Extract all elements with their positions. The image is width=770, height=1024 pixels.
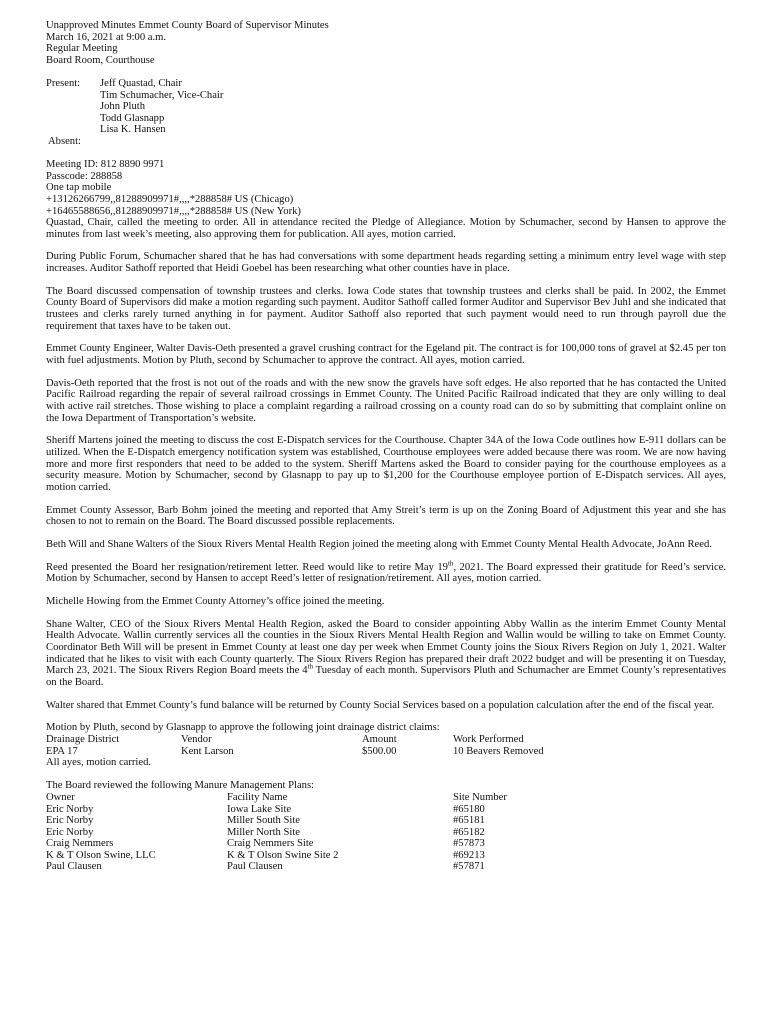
plans-header-cell: Owner [46, 791, 75, 803]
plans-cell: Eric Norby [46, 803, 94, 815]
member-name: Lisa K. Hansen [100, 124, 166, 136]
manure-plans-table [46, 792, 726, 873]
meeting-id: Meeting ID: 812 8890 9971 [46, 159, 165, 171]
ordinal-suffix: th [447, 559, 454, 568]
paragraph-call-to-order: Quastad, Chair, called the meeting to order. All in attendance recited the Pledge of Allegiance. Motion by Schumacher, second by Hansen to approve the minutes from last week’s meeting, also approving them for publication. All ayes, motion carried. [46, 217, 726, 240]
plans-cell: #69213 [453, 849, 485, 861]
plans-cell: Eric Norby [46, 815, 94, 827]
member-name: Tim Schumacher, Vice-Chair [100, 89, 224, 101]
paragraph-gravel-contract: Emmet County Engineer, Walter Davis-Oeth presented a gravel crushing contract for the Egeland pit. The contract is for 100,000 tons of gravel at $2.45 per ton with fuel adjustments. Motion by Pluth, second by Schumacher to approve the contract. All ayes, motion carried. [46, 343, 726, 366]
meeting-location: Board Room, Courthouse [46, 54, 155, 66]
drainage-claims-section [46, 722, 726, 768]
manure-plans-section [46, 780, 726, 873]
paragraph-attorney-office: Michelle Howing from the Emmet County Attorney’s office joined the meeting. [46, 596, 385, 608]
claims-cell: Kent Larson [181, 745, 234, 757]
document-title: Unapproved Minutes Emmet County Board of Supervisor Minutes [46, 20, 329, 31]
paragraph-reed-retirement [46, 559, 727, 585]
plans-cell: Paul Clausen [227, 861, 283, 873]
dial-in-chicago: +13126266799,,81288909971#,,,,*288858# US (Chicago) [46, 193, 294, 205]
plans-cell: Iowa Lake Site [227, 803, 292, 815]
claims-header-cell: Amount [362, 733, 397, 745]
manure-plans-intro: The Board reviewed the following Manure Management Plans: [46, 780, 315, 792]
document-header [46, 20, 726, 66]
member-name: Jeff Quastad, Chair [100, 77, 182, 89]
text-segment: Reed presented the Board her resignation/retirement letter. Reed would like to retire May 19 [46, 561, 448, 573]
plans-cell: #65180 [453, 803, 485, 815]
ordinal-suffix: th [307, 662, 313, 671]
paragraph-zoning-board: Emmet County Assessor, Barb Bohm joined the meeting and reported that Amy Streit’s term is up on the Zoning Board of Adjustment this year and she has chosen to not to remain on the Board. The Board discussed possible replacements. [46, 504, 726, 528]
member-name: Todd Glasnapp [100, 112, 165, 124]
member-name: John Pluth [100, 101, 146, 113]
meeting-info [46, 159, 726, 217]
text-segment: , 2021. The Board expressed their gratitude for Reed’s service. Motion by Schumacher, second by Hansen to accept Reed’s letter of resignation/retirement. All ayes, motion carried. [46, 561, 727, 585]
plans-cell: Miller North Site [227, 826, 300, 838]
paragraph-township-compensation: The Board discussed compensation of township trustees and clerks. Iowa Code states that township trustees and clerks shall be paid. In 2002, the Emmet County Board of Supervisors did make a motion regarding such payment. Auditor Sathoff called former Auditor and Supervisor Bev Juhl and she indicated that trustees and clerks rarely turned anything in for payment. Auditor Sathoff also reported that such payment would need to run through payroll due the requirement that taxes have to be taken out. [46, 285, 726, 332]
claims-cell: $500.00 [362, 745, 397, 757]
claims-closing: All ayes, motion carried. [46, 757, 152, 769]
absent-label: Absent: [48, 135, 81, 147]
claims-table [46, 734, 726, 757]
plans-cell: K & T Olson Swine Site 2 [227, 849, 339, 861]
claims-cell: EPA 17 [46, 745, 78, 757]
plans-cell: Eric Norby [46, 826, 94, 838]
plans-header-cell: Facility Name [227, 791, 288, 803]
claims-intro: Motion by Pluth, second by Glasnapp to approve the following joint drainage district claims: [46, 722, 440, 734]
meeting-date: March 16, 2021 at 9:00 a.m. [46, 31, 167, 43]
plans-cell: Craig Nemmers [46, 838, 114, 850]
paragraph-interim-advocate [46, 619, 726, 689]
plans-cell: Miller South Site [227, 815, 300, 827]
member-list [100, 78, 223, 136]
plans-header-cell: Site Number [453, 791, 507, 803]
plans-cell: Paul Clausen [46, 861, 102, 873]
claims-header-cell: Drainage District [46, 733, 120, 745]
plans-cell: #65181 [453, 815, 485, 827]
present-label: Present: [46, 77, 81, 89]
claims-cell: 10 Beavers Removed [453, 745, 544, 757]
dial-in-new-york: +16465588656,,81288909971#,,,,*288858# US (New York) [46, 205, 301, 217]
plans-cell: #65182 [453, 826, 485, 838]
paragraph-fund-balance: Walter shared that Emmet County’s fund balance will be returned by County Social Services based on a population calculation after the end of the fiscal year. [46, 699, 715, 711]
text-segment: Tuesday of each month. Supervisors Pluth and Schumacher are Emmet County’s representatives on the Board. [46, 665, 726, 688]
plans-cell: K & T Olson Swine, LLC [46, 849, 156, 861]
claims-header-cell: Vendor [181, 733, 212, 745]
attendance-present [46, 78, 726, 136]
passcode: Passcode: 288858 [46, 170, 123, 182]
meeting-type: Regular Meeting [46, 43, 118, 55]
paragraph-public-forum: During Public Forum, Schumacher shared that he has had conversations with some department heads regarding setting a minimum entry level wage with step increases. Auditor Sathoff reported that Heidi Goebel has been researching what other counties have in place. [46, 251, 726, 275]
paragraph-e-dispatch: Sheriff Martens joined the meeting to discuss the cost E-Dispatch services for the Courthouse. Chapter 34A of the Iowa Code outlines how E-911 dollars can be utilized. When the E-Dispatch emergency notification system was established, Courthouse employees were added because there was room. We are now having more and more first responders that need to be added to the system. Sheriff Martens asked the Board to consider paying for the courthouse employees as a security measure. Motion by Schumacher, second by Glasnapp to pay up to $1,200 for the Courthouse employee portion of E-Dispatch services. All ayes, motion carried. [46, 435, 726, 493]
minutes-document [46, 20, 726, 873]
claims-header-cell: Work Performed [453, 733, 524, 745]
one-tap-label: One tap mobile [46, 182, 112, 194]
text-segment: Shane Walter, CEO of the Sioux Rivers Mental Health Region, asked the Board to consider appointing Abby Wallin as the interim Emmet County Mental Health Advocate. Wallin currently services all the counties in the Sioux Rivers Mental Health Region and Wallin would be willing to take on Emmet County. Coordinator Beth Will will be present in Emmet County at least one day per week when Emmet County joins the Sioux Rivers Region on July 1, 2021. Walter indicated that he likes to visit with each County quarterly. The Sioux Rivers Region has prepared their draft 2022 budget and will be presenting it on Tuesday, March 23, 2021. The Sioux Rivers Region Board meets the 4 [46, 618, 726, 677]
paragraph-roads-railroad: Davis-Oeth reported that the frost is not out of the roads and with the new snow the gravels have soft edges. He also reported that he has contacted the United Pacific Railroad regarding the repair of several railroad crossings in Emmet County. The United Pacific Railroad indicated that they are only willing to deal with active rail stretches. Those wishing to place a complaint regarding a railroad crossing on a county road can do so by submitting that complaint online on the Iowa Department of Transportation’s website. [46, 377, 726, 424]
plans-cell: #57871 [453, 861, 485, 873]
plans-cell: Craig Nemmers Site [227, 838, 314, 850]
plans-cell: #57873 [453, 838, 485, 850]
paragraph-mental-health-region: Beth Will and Shane Walters of the Sioux Rivers Mental Health Region joined the meeting along with Emmet County Mental Health Advocate, JoAnn Reed. [46, 538, 712, 550]
